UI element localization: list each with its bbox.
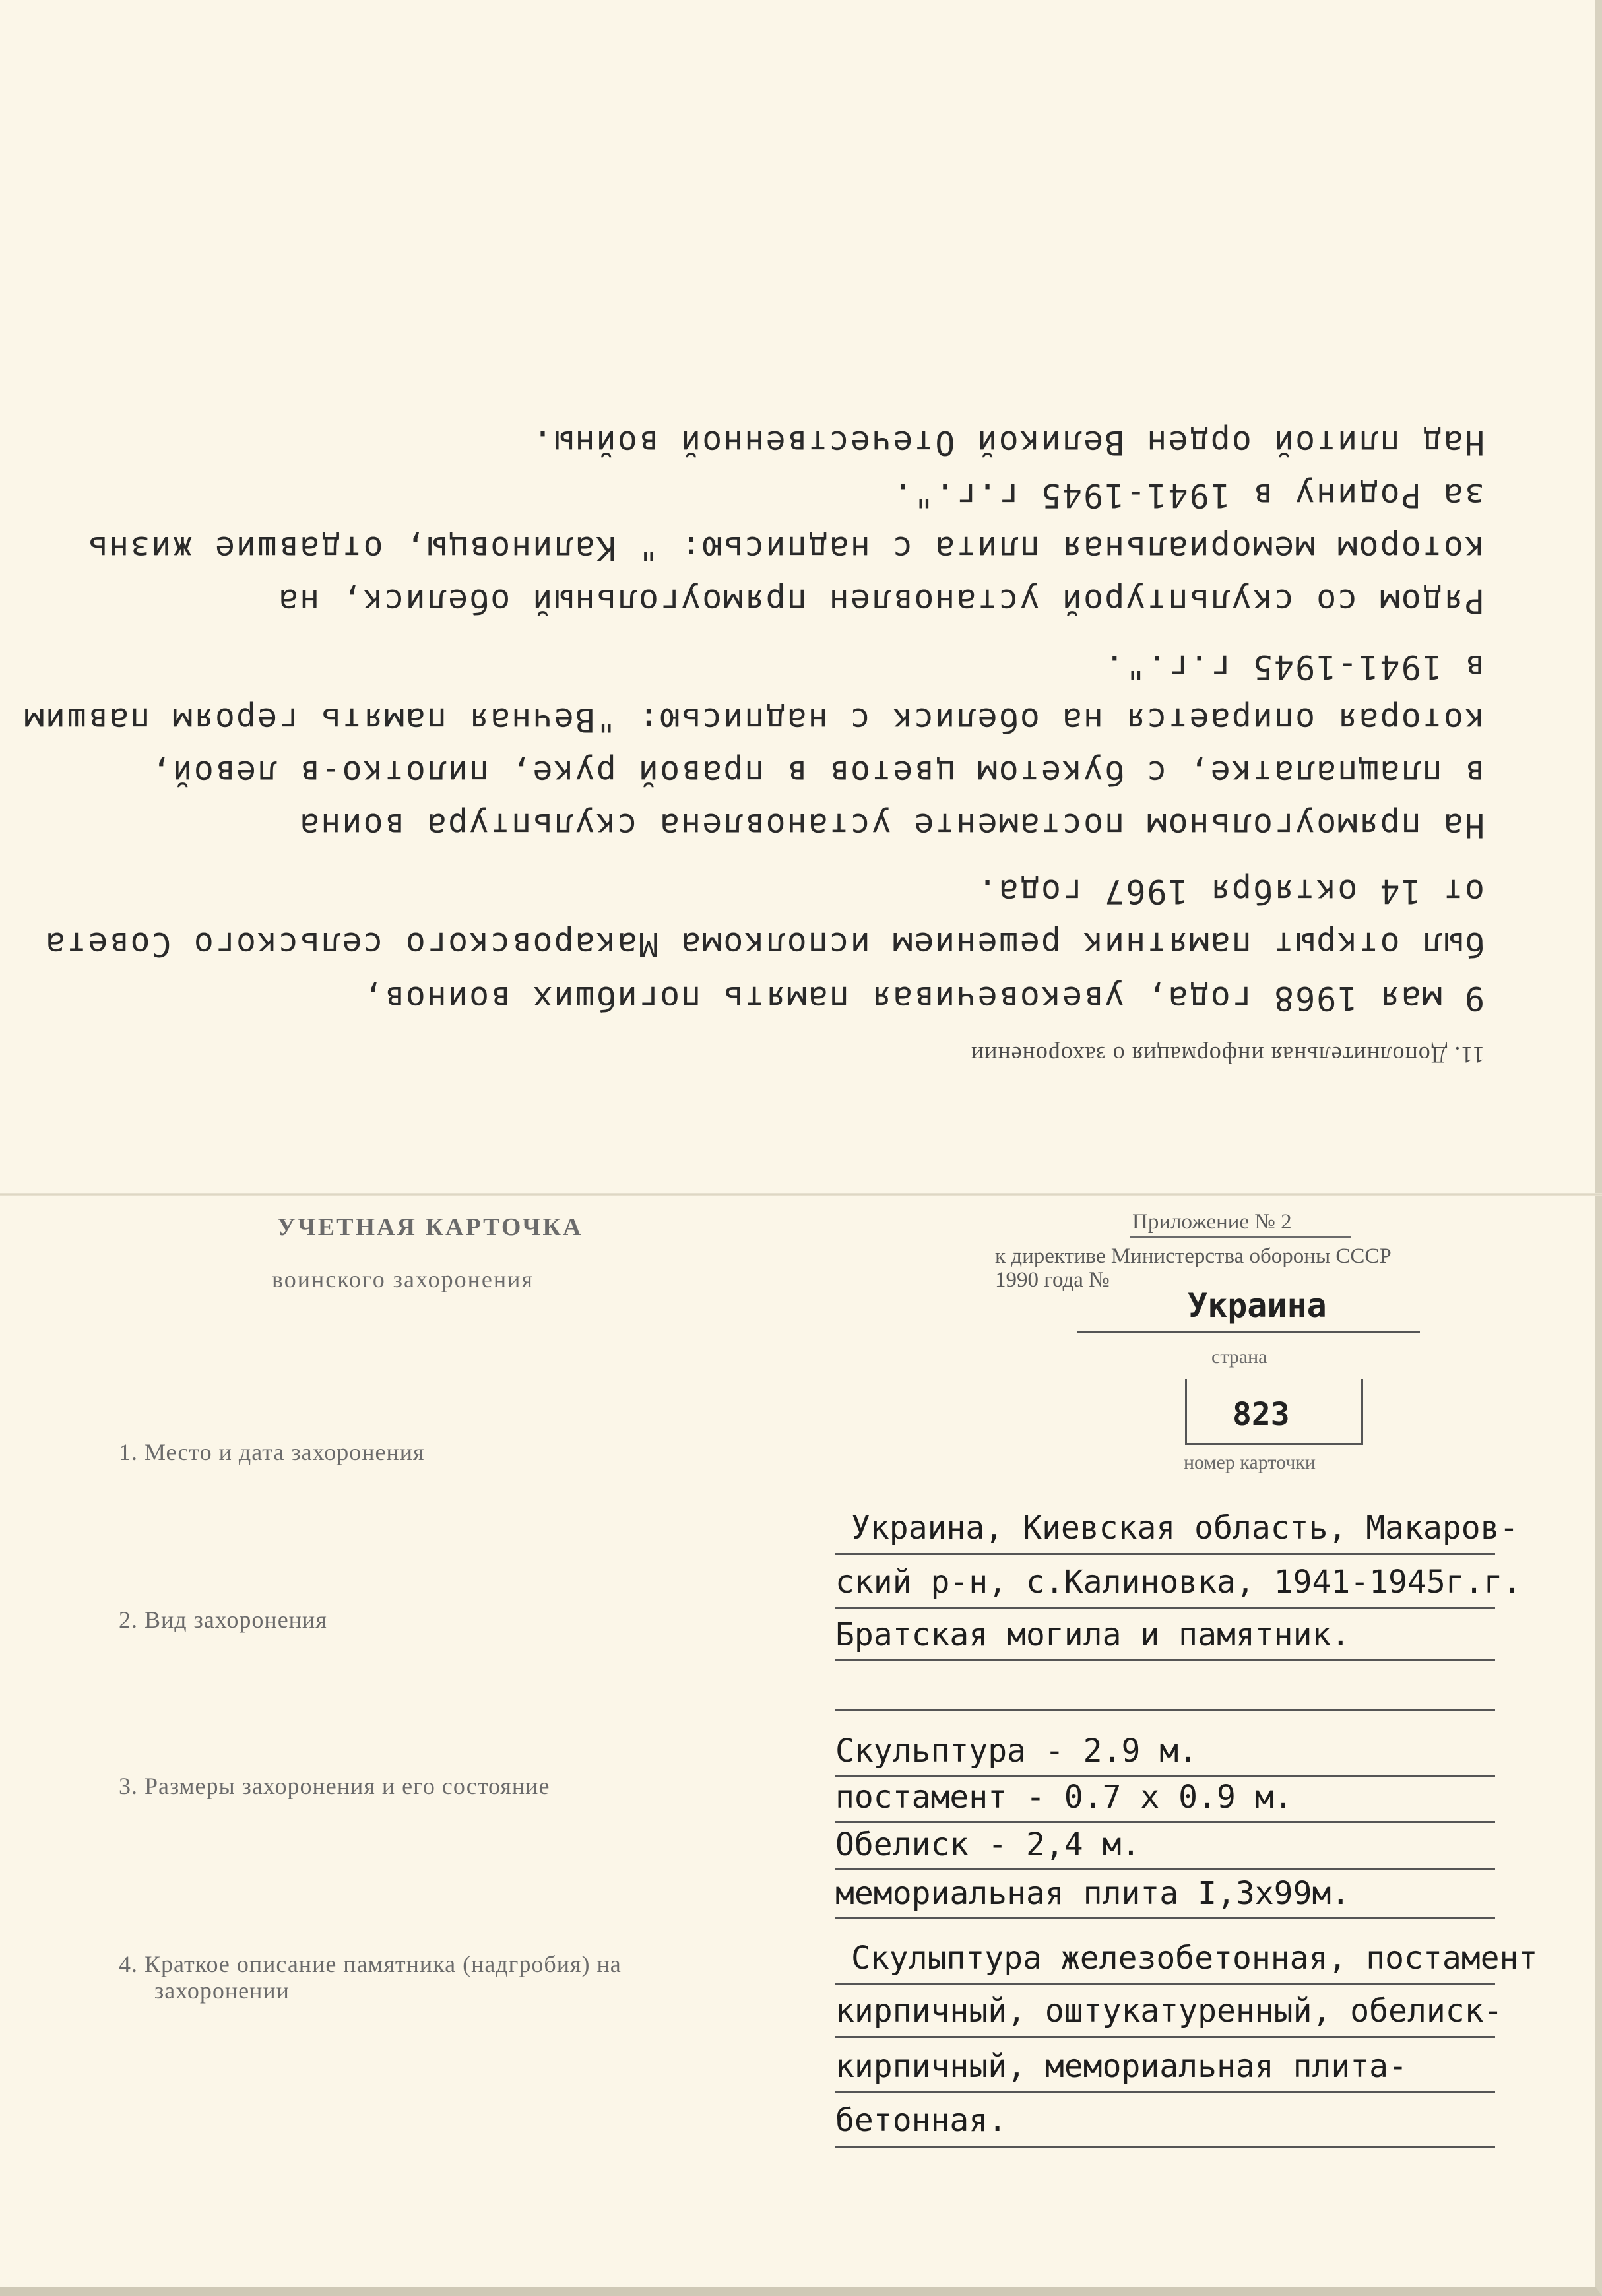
underline <box>835 1659 1495 1661</box>
additional-info-heading: 11. Дополнительная информация о захоронении <box>970 1042 1485 1068</box>
size-value-line: мемориальная плита I,3x99м. <box>835 1875 1351 1912</box>
desc-value-line: кирпичный, оштукатуренный, обелиск- <box>835 1993 1503 2029</box>
appendix-underline <box>1130 1236 1351 1238</box>
desc-value-line: Скулыптура железобетонная, постамент <box>851 1940 1538 1977</box>
country-label: страна <box>1211 1346 1267 1368</box>
underline <box>835 1553 1495 1555</box>
place-label: 1. Место и дата захоронения <box>119 1439 425 1465</box>
underline <box>835 2036 1495 2038</box>
desc-value-line: бетонная. <box>835 2102 1008 2139</box>
underline <box>835 1775 1495 1777</box>
directive-line: к директиве Министерства обороны СССР <box>995 1244 1392 1268</box>
info-line: Рядом со скульптурой установлен прямоугольный обелиск, на <box>277 582 1485 620</box>
type-label: 2. Вид захоронения <box>119 1607 327 1633</box>
card-subtitle: воинского захоронения <box>272 1266 534 1292</box>
place-value-line: Украина, Киевская область, Макаров- <box>851 1510 1519 1547</box>
size-value-line: Обелиск - 2,4 м. <box>835 1826 1141 1863</box>
info-line: в плащпалатке, с букетом цветов в правой руке, пилотко-в левой, <box>150 753 1485 792</box>
underline <box>835 1709 1495 1711</box>
info-line: 9 мая 1968 года, увековечивая память погибших воинов, <box>362 979 1485 1017</box>
place-value-line: ский р-н, с.Калиновка, 1941-1945г.г. <box>835 1564 1522 1601</box>
underline <box>835 2091 1495 2093</box>
fold-line <box>0 1193 1602 1196</box>
info-line: Над плитой орден Великой Отечественной войны. <box>531 424 1485 462</box>
info-line: был открыт памятник решением исполкома Макаровского сельского Совета <box>44 925 1485 963</box>
card-title: УЧЕТНАЯ КАРТОЧКА <box>277 1213 583 1241</box>
underline <box>835 1868 1495 1870</box>
size-label: 3. Размеры захоронения и его состояние <box>119 1773 550 1799</box>
info-line: от 14 октября 1967 года. <box>976 872 1485 910</box>
underline <box>835 1607 1495 1609</box>
directive-year-line: 1990 года № <box>995 1268 1110 1292</box>
info-line: в 1941-1945 г.г.". <box>1103 648 1485 686</box>
info-line: которая опирается на обелиск с надписью: "Вечная память героям павшим <box>22 701 1485 739</box>
info-line: На прямоугольном постаменте установлена скульптура воина <box>298 806 1485 845</box>
appendix-label: Приложение № 2 <box>1132 1210 1292 1234</box>
underline <box>835 1821 1495 1823</box>
underline <box>835 1917 1495 1919</box>
size-value-line: Скульптура - 2.9 м. <box>835 1733 1198 1770</box>
card-number: 823 <box>1233 1396 1290 1433</box>
desc-label: 4. Краткое описание памятника (надгробия) на <box>119 1951 622 1977</box>
info-line: за Родину в 1941-1945 г.г.". <box>891 476 1485 515</box>
card-number-label: номер карточки <box>1184 1451 1316 1473</box>
country-underline <box>1077 1331 1420 1333</box>
country-value: Украина <box>1188 1287 1327 1325</box>
info-line: котором мемориальная плита с надписью: " Калиновцы, отдавшие жизнь <box>86 529 1485 567</box>
underline <box>835 1983 1495 1985</box>
additional-info-section <box>22 396 1485 1069</box>
underline <box>835 2146 1495 2148</box>
desc-label-continued: захоронении <box>154 1977 290 2004</box>
desc-value-line: кирпичный, мемориальная плита- <box>835 2048 1407 2085</box>
size-value-line: постамент - 0.7 x 0.9 м. <box>835 1779 1293 1816</box>
type-value: Братская могила и памятник. <box>835 1616 1351 1653</box>
